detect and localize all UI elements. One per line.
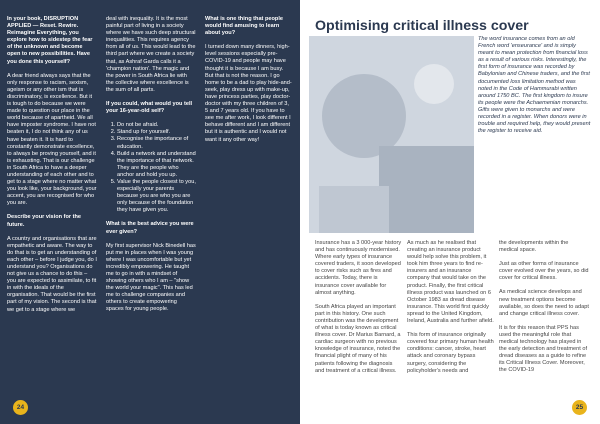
interview-question: In your book, DISRUPTION APPLIED — Reset. Rewire. Reimagine Everything, you explore how to sidestep the fear of the unknown and become open to new possibilities. Have you done this yourself? [7,16,93,65]
right-column-1 [315,240,403,382]
interview-question: Describe your vision for the future. [7,214,81,228]
article-paragraph: It is for this reason that PPS has used the meaningful role that medical technology has played in the early detection and treatment of dread diseases as a guide to refine its Critical Illness Cover. Moreover, the COVID-19 [499,324,588,374]
article-paragraph: As medical science develops and new treatment options become available, so does the need to adapt and change critical illness cover. [499,289,589,317]
interview-question: What is the best advice you were ever given? [106,221,194,235]
advice-list-item: 4. Build a network and understand the importance of that network. They are the people who anchor and hold you up. [117,151,196,179]
advice-list-item: 3. Recognise the importance of education. [117,136,196,150]
advice-list-item: 1. Do not be afraid. [117,122,196,129]
interview-answer: A dear friend always says that the only response to racism, sexism, ageism or any other ism that is discriminatory, is excellence. But it is tough to do because we were made to question our place in the world because of apartheid. We all have imposter syndrome. I have not beaten it, I do not think any of us have beaten it. It is hard to constantly demonstrate excellence, to always be proving yourself, and it is exhausting. That is our challenge in South Africa to have a deeper understanding of each other and to get to a stage where no matter what you look like, your background, your accent, you are recognised for who you are. [7,72,97,207]
article-paragraph: This form of insurance originally covered four primary human health conditions: cancer, stroke, heart attack and coronary bypass surgery, considering the policyholder's needs and [407,332,494,374]
advice-list [106,122,196,214]
left-column-2 [106,16,196,321]
article-title: Optimising critical illness cover [315,18,529,34]
advice-list-item: 5. Value the people closest to you, especially your parents because you are who you are only because of the foundation they have given you. [117,179,196,214]
interview-answer: A country and organisations that are empathetic and aware. The way to do that is to get an understanding of each other – before I judge you, do I understand you? Organisations do not give us a chance to do this – you are expected to assimilate, to fit in with the ideals of the organisation. That would be the first part of my vision. The second is that we get to a stage where we [7,235,97,313]
article-paragraph: As much as he realised that creating an insurance product would help solve this problem, it took him three years to find re-insurers and an insurance company that would take on the product. Finally, the first critical illness product was launched on 6 October 1983 as dread disease insurance. This world first quickly spread to the United Kingdom, Ireland, Australia and further afield. [407,240,494,325]
article-paragraph: the developments within the medical space. [499,240,569,254]
right-page [300,0,600,424]
page-number-left: 24 [13,400,28,415]
abstract-photo-graphic [309,36,474,233]
left-column-1 [7,16,97,321]
feature-text [478,36,591,135]
interview-answer: My first supervisor Nick Binedell has put me in places when I was young where I was uncomfortable but yet incredibly empowering. He taught me to go in with a mindset of showing others who I am – "show the world your magic". This has led me to challenge companies and others to create empowering spaces for young people. [106,242,196,313]
article-paragraph: South Africa played an important part in this history. One such contribution was the development of what is today known as critical illness cover. Dr Marius Barnard, a cardiac surgeon with no previous knowledge of insurance, noted the financial plight of many of his patients following the diagnosis and treatment of a critical illness. [315,303,401,374]
advice-list-item: 2. Stand up for yourself. [117,129,196,136]
feature-paragraph: The word insurance comes from an old French word 'enseurance' and is simply meant to mean protection from financial loss as a result of various risks. Interestingly, the first form of insurance was recorded by Babylonian and Chinese traders, and the first documented loss limitation method was noted in the Code of Hammurabi written around 1750 BC. The first kingdom to insure its people were the Achaemenian monarchs. Gifts were given to monarchs and were recorded in a register. When donors were in trouble and required help, they would present the register to receive aid. [478,36,591,135]
right-column-3 [499,240,589,382]
left-column-3 [205,16,293,151]
interview-question: What is one thing that people would find amusing to learn about you? [205,16,283,37]
interview-answer: I turned down many dinners, high-level sessions especially pre-COVID-19 and people may have thought it is because I am busy. But that is not the reason. I go home to be a dad to play hide-and-seek, play dress up with make-up, have princess parties, play doctor-doctor with my three children of 3, 5 and 7 years old. If you have to see me after work, I look different I behave different and I am different but it is authentic and I would not want it any other way! [205,44,292,143]
article-paragraph: Insurance has a 3 000-year history and has continuously modernised. Where early types of insurance covered traders, it soon developed to cover risks such as fires and accidents. Today, there is insurance cover available for almost anything. [315,240,402,296]
article-paragraph: Just as other forms of insurance cover evolved over the years, so did cover for critical illness. [499,261,589,282]
interview-answer: deal with inequality. It is the most painful part of living in a society where we have such deep structural inequalities. This requires agency from all of us. This would lead to the third part where we create a society that, as Ashraf Garda calls it a 'champion nation'. The magic and the power in South Africa lie with the collective where excellence is the sum of all parts. [106,16,196,93]
page-number-right: 25 [572,400,587,415]
right-column-2 [407,240,495,382]
interview-question: If you could, what would you tell your 16-year-old self? [106,101,193,115]
feature-photo [309,36,474,233]
history-feature [309,36,591,233]
